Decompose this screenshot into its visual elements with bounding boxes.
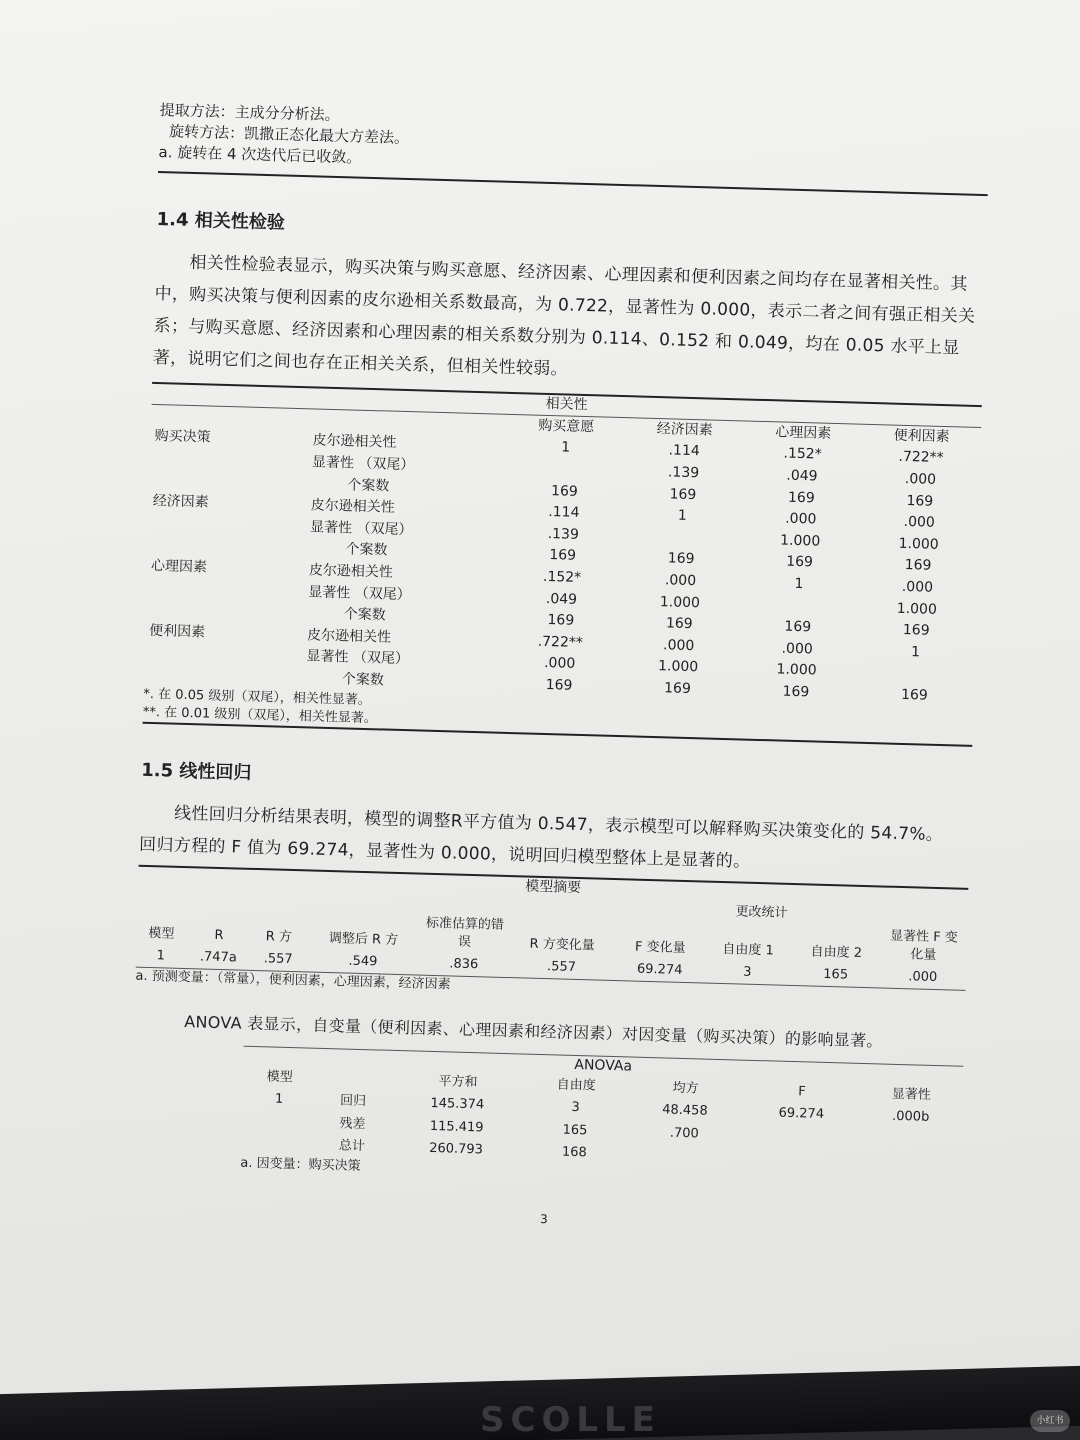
section-1-4-paragraph: 相关性检验表显示，购买决策与购买意愿、经济因素、心理因素和便利因素之间均存在显著相关性。其中，购买决策与便利因素的皮尔逊相关系数最高，为 0.722，显著性为 0.000，表示二者之间有强正相关关系；与购买意愿、经济因素和心理因素的相关系数分别为 0.114、0.152 和 0.049，均在 0.05 水平上显著，说明它们之间也存在正相关关系，但相关性较弱。 [152,253,976,380]
cell: .000 [908,969,938,986]
cell: 169 [550,482,579,500]
cell: .049 [545,590,578,608]
row-group: 购买决策 [154,428,211,446]
model-col-header: R 方 [265,929,293,946]
cell: 总计 [338,1138,366,1154]
cell: 145.374 [430,1096,485,1113]
cell: 3 [743,964,752,981]
anova-col-header [316,1068,391,1092]
corr-footnote-1: *. 在 0.05 级别（双尾），相关性显著。 [143,686,372,708]
cell: 165 [823,967,849,983]
model-col-header: R [214,927,224,944]
cell: 回归 [339,1093,367,1110]
cell: 169 [785,554,814,571]
cell: 260.793 [428,1140,484,1158]
cell: 168 [561,1144,588,1161]
cell: 169 [904,557,932,575]
cell [625,1143,742,1168]
cell [742,1146,859,1171]
row-group: 便利因素 [148,622,206,641]
cell: .114 [548,504,580,522]
corr-col-header: 购买意愿 [538,417,595,436]
cell: .722** [898,449,944,467]
cell: 1 [677,507,688,525]
correlation-table [144,405,982,709]
cell: .000 [904,470,937,488]
cell: .000 [662,636,695,654]
row-stat: 显著性 （双尾） [306,648,410,668]
cell: 169 [784,618,812,636]
cell: 169 [667,550,695,568]
cell: .722** [537,633,584,651]
cell: 48.458 [661,1102,708,1120]
cell: .139 [547,525,580,543]
corr-col-header: 经济因素 [656,420,713,439]
model-col-header: R 方变化量 [529,936,595,954]
cell: .557 [546,959,577,976]
cell: 1.000 [776,661,817,679]
cell: 169 [545,676,573,694]
row-group: 经济因素 [152,493,209,511]
cell: 1 [794,575,804,593]
anova-col-header: 自由度 [556,1077,596,1094]
cell: 169 [663,680,692,697]
cell: 169 [787,489,815,506]
cell: 169 [665,615,693,633]
cell: .152* [783,445,822,463]
cell: .000 [664,572,697,590]
anova-intro: ANOVA 表显示，自变量（便利因素、心理因素和经济因素）对因变量（购买决策）的影响显著。 [184,1011,883,1051]
anova-col-header: 均方 [672,1080,699,1097]
cell [742,1124,859,1149]
model-col-header: 模型 [148,926,175,942]
corr-col-header: 便利因素 [893,427,950,445]
cell: 1.000 [898,535,939,553]
monitor-brand-logo: SCOLLE [480,1400,661,1440]
section-1-5-title: 1.5 线性回归 [140,759,252,784]
row-stat: 皮尔逊相关性 [308,562,394,581]
cell: 残差 [339,1115,366,1132]
cell: .049 [786,467,818,485]
model-col-header: 自由度 1 [722,942,774,959]
cell: 1 [561,439,571,456]
cell: 169 [549,547,577,565]
rotation-note: 旋转方法：凯撒正态化最大方差法。 [168,122,410,147]
cell: 115.419 [429,1118,484,1135]
page-number: 3 [539,1212,548,1227]
cell: 1 [910,643,921,661]
cell: 169 [902,622,930,639]
cell: .000 [784,510,817,528]
model-col-header: 显著性 F 变化量 [889,928,958,964]
model-col-header: 自由度 2 [810,944,863,961]
cell: .000 [903,514,936,531]
anova-col-header: F [798,1084,806,1100]
cell: 169 [547,612,575,629]
anova-col-header: 模型 [266,1069,293,1086]
row-stat: 显著性 （双尾） [309,519,413,538]
converge-note: a. 旋转在 4 次迭代后已收敛。 [158,142,362,167]
extraction-note: 提取方法：主成分分析法。 [159,100,340,125]
row-stat: 个案数 [343,606,386,624]
cell: .549 [348,953,378,970]
cell: 3 [571,1100,580,1116]
row-stat: 皮尔逊相关性 [312,432,397,452]
corr-footnote-2: **. 在 0.01 级别（双尾），相关性显著。 [142,704,378,726]
model-col-header: 标准估算的错误 [425,915,505,951]
row-stat: 个案数 [345,541,388,559]
cell: .557 [263,951,293,968]
cell: 169 [669,485,697,503]
row-group: 心理因素 [150,557,208,576]
cell: .000 [781,640,813,658]
change-stats-caption: 更改统计 [735,904,788,921]
cell: 1 [156,948,166,964]
model-col-header: F 变化量 [634,939,686,957]
anova-col-header: 显著性 [891,1087,932,1104]
corr-col-header: 心理因素 [774,424,832,442]
watermark-badge: 小红书 [1030,1410,1070,1432]
cell: 1.000 [779,532,821,550]
section-1-5-paragraph-2: 回归方程的 F 值为 69.274，显著性为 0.000，说明回归模型整体上是显著的。 [138,834,751,872]
section-1-5-paragraph-1: 线性回归分析结果表明，模型的调整R平方值为 0.547，表示模型可以解释购买决策变化的 54.7%。 [173,803,944,846]
row-stat: 个案数 [347,476,390,495]
cell: .700 [669,1125,700,1142]
cell: 169 [900,686,929,704]
anova-caption: ANOVAa [574,1056,633,1075]
cell: 1.000 [896,600,938,618]
anova-col-header: 平方和 [438,1074,478,1091]
cell [241,1132,316,1156]
cell: 169 [782,683,810,701]
cell: .836 [449,956,479,973]
cell [858,1150,961,1175]
cell: 169 [906,492,934,510]
model-col-header: 调整后 R 方 [328,931,399,949]
row-stat: 显著性 （双尾） [308,583,411,603]
cell: 1.000 [657,658,699,676]
cell: 69.274 [636,961,683,979]
row-stat: 皮尔逊相关性 [310,497,395,516]
cell: 165 [562,1122,588,1138]
anova-footnote: a. 因变量：购买决策 [240,1155,361,1174]
model-footnote: a. 预测变量：（常量），便利因素，心理因素，经济因素 [135,969,451,993]
cell [241,1110,316,1134]
corr-caption: 相关性 [545,396,588,414]
cell: .152* [542,568,582,586]
cell: .000b [891,1109,930,1126]
section-1-4-title: 1.4 相关性检验 [156,208,286,234]
cell: .000 [543,655,576,673]
row-stat: 显著性 （双尾） [311,454,415,474]
cell: .000 [901,578,934,596]
cell: 69.274 [778,1106,825,1123]
cell: 1.000 [659,593,701,611]
row-stat: 皮尔逊相关性 [306,627,392,646]
page-content [129,100,990,1240]
row-stat: 个案数 [341,671,385,689]
cell: 1 [274,1091,284,1108]
cell: .747a [199,949,237,966]
cell: .114 [668,442,700,460]
cell: .139 [667,464,700,482]
cell [859,1127,962,1152]
model-caption: 模型摘要 [524,878,582,897]
